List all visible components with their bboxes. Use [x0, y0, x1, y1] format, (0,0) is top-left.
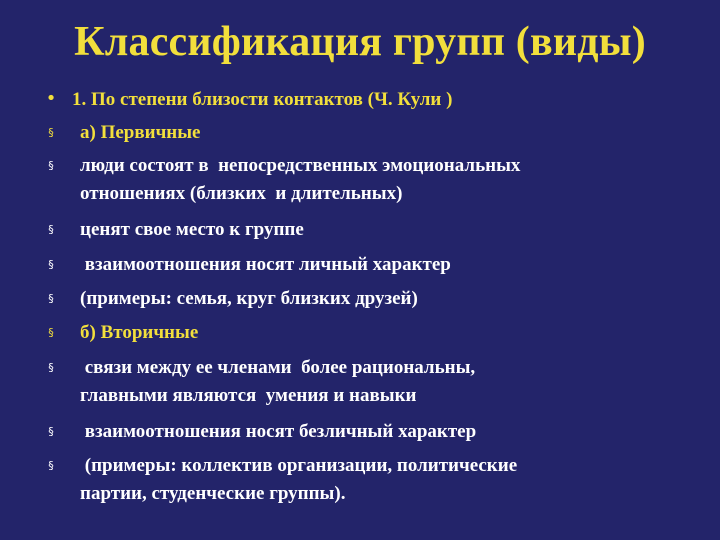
square-bullet-icon: § — [48, 126, 54, 139]
list-item-text: взаимоотношения носят личный характер — [80, 254, 451, 275]
list-item-text: ценят свое место к группе — [80, 219, 304, 240]
slide-title: Классификация групп (виды) — [74, 19, 646, 65]
list-item-text-line1: люди состоят в непосредственных эмоциональных — [80, 155, 521, 176]
list-item-text-line1: (примеры: коллектив организации, политические — [80, 455, 518, 476]
square-bullet-icon: § — [48, 292, 54, 305]
square-bullet-icon: § — [48, 326, 54, 339]
square-bullet-icon: § — [48, 223, 54, 236]
list-item-text-line2: отношениях (близких и длительных) — [80, 183, 403, 204]
square-bullet-icon: § — [48, 361, 54, 374]
square-bullet-icon: § — [48, 459, 54, 472]
list-item-text-line2: партии, студенческие группы). — [80, 483, 346, 504]
list-item-text: взаимоотношения носят безличный характер — [80, 421, 477, 442]
list-item-text-line2: главными являются умения и навыки — [80, 385, 417, 406]
square-bullet-icon: § — [48, 258, 54, 271]
round-bullet-icon: • — [45, 88, 57, 109]
list-item-text: (примеры: семья, круг близких друзей) — [80, 288, 418, 309]
list-item-text-line1: связи между ее членами более рациональны, — [80, 357, 476, 378]
list-item-text: а) Первичные — [80, 122, 201, 143]
square-bullet-icon: § — [48, 159, 54, 172]
list-item-text: б) Вторичные — [80, 322, 199, 343]
list-item-text: 1. По степени близости контактов (Ч. Кули ) — [72, 89, 453, 110]
square-bullet-icon: § — [48, 425, 54, 438]
